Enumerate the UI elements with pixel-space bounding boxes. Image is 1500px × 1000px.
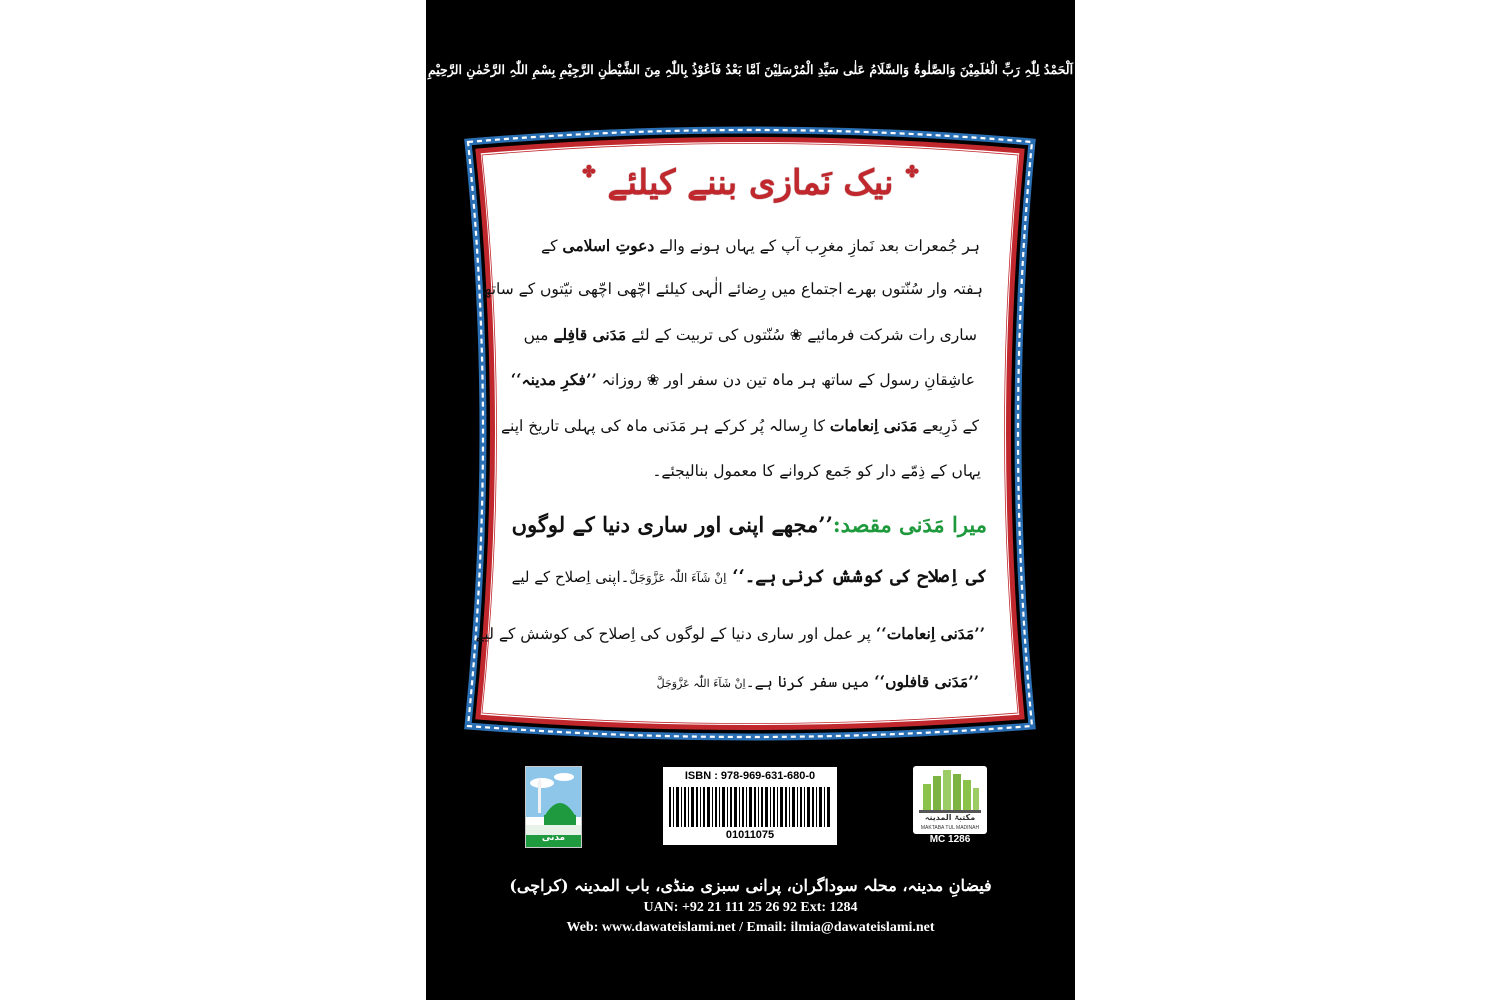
paragraph-line-2: ہفتہ وار سُنّتوں بھرے اجتماع میں رِضائے الٰہی کیلئے اچّھی اچّھی نیّتوں کے ساتھ — [481, 280, 983, 298]
dome-logo-label: مدنی — [541, 833, 566, 843]
closing-line-2: ’’مَدَنی قافلوں‘‘ میں سفر کرنا ہے۔اِنْ شَآءَ اللّٰہ عَزَّوَجَلَّ — [656, 672, 979, 691]
barcode-number: 01011075 — [725, 829, 775, 841]
maktaba-building-icon — [913, 766, 987, 814]
maqsad-line-1: میرا مَدَنی مقصد:’’مجھے اپنی اور ساری دنیا کے لوگوں — [511, 512, 987, 537]
paragraph-line-5: کے ذَرِیعے مَدَنی اِنعامات کا رِسالہ پُر کرکے ہر مَدَنی ماہ کی پہلی تاریخ اپنے — [500, 416, 979, 435]
isbn-barcode-box — [663, 767, 837, 845]
bismillah-header: اَلْحَمْدُ لِلّٰہِ رَبِّ الْعٰلَمِیْنَ وَالصَّلٰوۃُ وَالسَّلَامُ عَلٰی سَیِّدِ الْمُرْسَلِیْنَ اَمَّا بَعْدُ فَاَعُوْذُ بِاللّٰہِ مِنَ الشَّیْطٰنِ الرَّجِیْمِ بِسْمِ اللّٰہِ الرَّحْمٰنِ الرَّحِیْمِ — [427, 62, 1074, 77]
paragraph-line-1: ہر جُمعرات بعد نَمازِ مغرِب آپ کے یہاں ہونے والے دعوتِ اسلامی کے — [541, 236, 980, 255]
paragraph-line-3: ساری رات شرکت فرمائیے ❀ سُنّتوں کی تربیت کے لئے مَدَنی قافِلے میں — [523, 325, 977, 344]
back-cover — [426, 0, 1075, 1000]
maktaba-logo — [913, 766, 987, 834]
maqsad-label: میرا مَدَنی مقصد: — [832, 512, 987, 537]
catalog-code: MC 1286 — [929, 834, 971, 845]
maqsad-line-2: کی اِصلاح کی کوشش کرنی ہے۔‘‘ اِنْ شَآءَ اللّٰہ عَزَّوَجَلَّ۔اپنی اِصلاح کے لیے — [511, 566, 987, 587]
uan-phone: UAN: +92 21 111 25 26 92 Ext: 1284 — [643, 900, 858, 915]
maktaba-label-ur: مکتبۃ المدینہ — [924, 813, 976, 822]
address-urdu: فیضانِ مدینہ، محلہ سوداگران، پرانی سبزی منڈی، باب المدینہ (کراچی) — [509, 876, 992, 895]
isbn-text: ISBN : 978-969-631-680-0 — [684, 770, 816, 782]
paragraph-line-4: عاشِقانِ رسول کے ساتھ ہر ماہ تین دن سفر اور ❀ روزانہ ’’فکرِ مدینہ‘‘ — [510, 370, 975, 389]
madani-dome-logo — [525, 766, 582, 848]
panel-title: ✤ نیک نَمازی بننے کیلئے ✤ — [582, 162, 919, 203]
ornamental-frame — [426, 0, 1075, 1000]
flower-icon: ❀ — [789, 326, 803, 344]
title-star-icon: ✤ — [905, 162, 919, 181]
web-email: Web: www.dawateislami.net / Email: ilmia@dawateislami.net — [566, 920, 935, 935]
paragraph-line-6: یہاں کے ذِمّے دار کو جَمع کروانے کا معمول بنالیجئے۔ — [652, 462, 981, 480]
closing-line-1: ’’مَدَنی اِنعامات‘‘ پر عمل اور ساری دنیا کے لوگوں کی اِصلاح کی کوشش کے لیے — [475, 624, 985, 643]
barcode-icon — [669, 787, 831, 827]
maktaba-label-en: MAKTABA TUL MADINAH — [920, 825, 980, 831]
flower-icon: ❀ — [646, 371, 660, 389]
title-star-icon: ✤ — [582, 162, 596, 181]
